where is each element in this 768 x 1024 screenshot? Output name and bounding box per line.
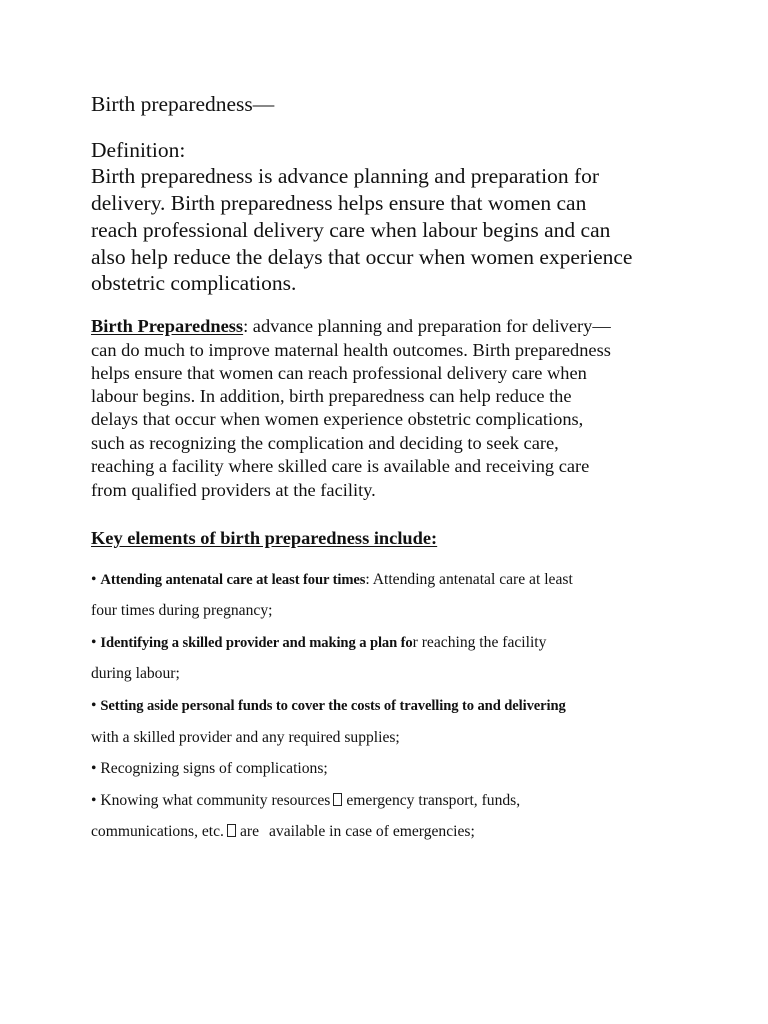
bullet-item [91, 634, 546, 652]
definition-line: delivery. Birth preparedness helps ensure that women can [91, 191, 587, 215]
definition-line: obstetric complications. [91, 271, 297, 295]
bullet-item [91, 571, 573, 589]
definition-heading: Definition: [91, 138, 186, 162]
bullet-text: are [239, 823, 259, 840]
paragraph-line: from qualified providers at the facility. [91, 480, 376, 500]
bullet-item [91, 760, 328, 778]
definition-line: reach professional delivery care when labour begins and can [91, 218, 611, 242]
paragraph-line: delays that occur when women experience obstetric complications, [91, 409, 584, 429]
paragraph-line: can do much to improve maternal health outcomes. Birth preparedness [91, 340, 611, 360]
bullet-continuation: with a skilled provider and any required supplies; [91, 729, 400, 746]
bullet-text: emergency transport, funds, [346, 792, 521, 809]
bullet-continuation [91, 823, 475, 841]
bullet-bold-text: Identifying a skilled provider and making a plan fo [100, 635, 413, 651]
bullet-icon: • [91, 571, 97, 588]
bullet-text: available in case of emergencies; [269, 823, 475, 840]
definition-line: Birth preparedness is advance planning and preparation for [91, 164, 600, 188]
key-elements-heading: Key elements of birth preparedness include: [91, 528, 438, 548]
document-title: Birth preparedness— [91, 92, 275, 116]
paragraph-line: labour begins. In addition, birth preparedness can help reduce the [91, 386, 572, 406]
bullet-bold-text: Setting aside personal funds to cover the costs of travelling to and delivering [100, 698, 566, 714]
bullet-text: : Attending antenatal care at least [365, 571, 573, 588]
bullet-icon: • [91, 697, 97, 714]
missing-glyph-icon [227, 824, 236, 837]
bullet-text: Recognizing signs of complications; [100, 760, 328, 777]
bullet-icon: • [91, 760, 97, 777]
bullet-text: Knowing what community resources [100, 792, 331, 809]
paragraph-line: helps ensure that women can reach professional delivery care when [91, 363, 587, 383]
bullet-text: communications, etc. [91, 823, 224, 840]
bullet-icon: • [91, 792, 97, 809]
bullet-continuation: during labour; [91, 665, 180, 682]
paragraph-line: such as recognizing the complication and deciding to seek care, [91, 433, 559, 453]
paragraph-first-line [91, 316, 611, 337]
paragraph-first-line-rest: : advance planning and preparation for delivery— [243, 316, 611, 336]
bullet-bold-text: Attending antenatal care at least four times [100, 572, 366, 588]
bullet-continuation: four times during pregnancy; [91, 602, 273, 619]
bullet-item [91, 792, 520, 810]
paragraph-term: Birth Preparedness [91, 316, 244, 336]
bullet-item [91, 697, 566, 715]
definition-line: also help reduce the delays that occur when women experience [91, 245, 633, 269]
bullet-icon: • [91, 634, 97, 651]
bullet-text: r reaching the facility [412, 634, 547, 651]
missing-glyph-icon [333, 793, 342, 806]
paragraph-line: reaching a facility where skilled care is available and receiving care [91, 456, 590, 476]
